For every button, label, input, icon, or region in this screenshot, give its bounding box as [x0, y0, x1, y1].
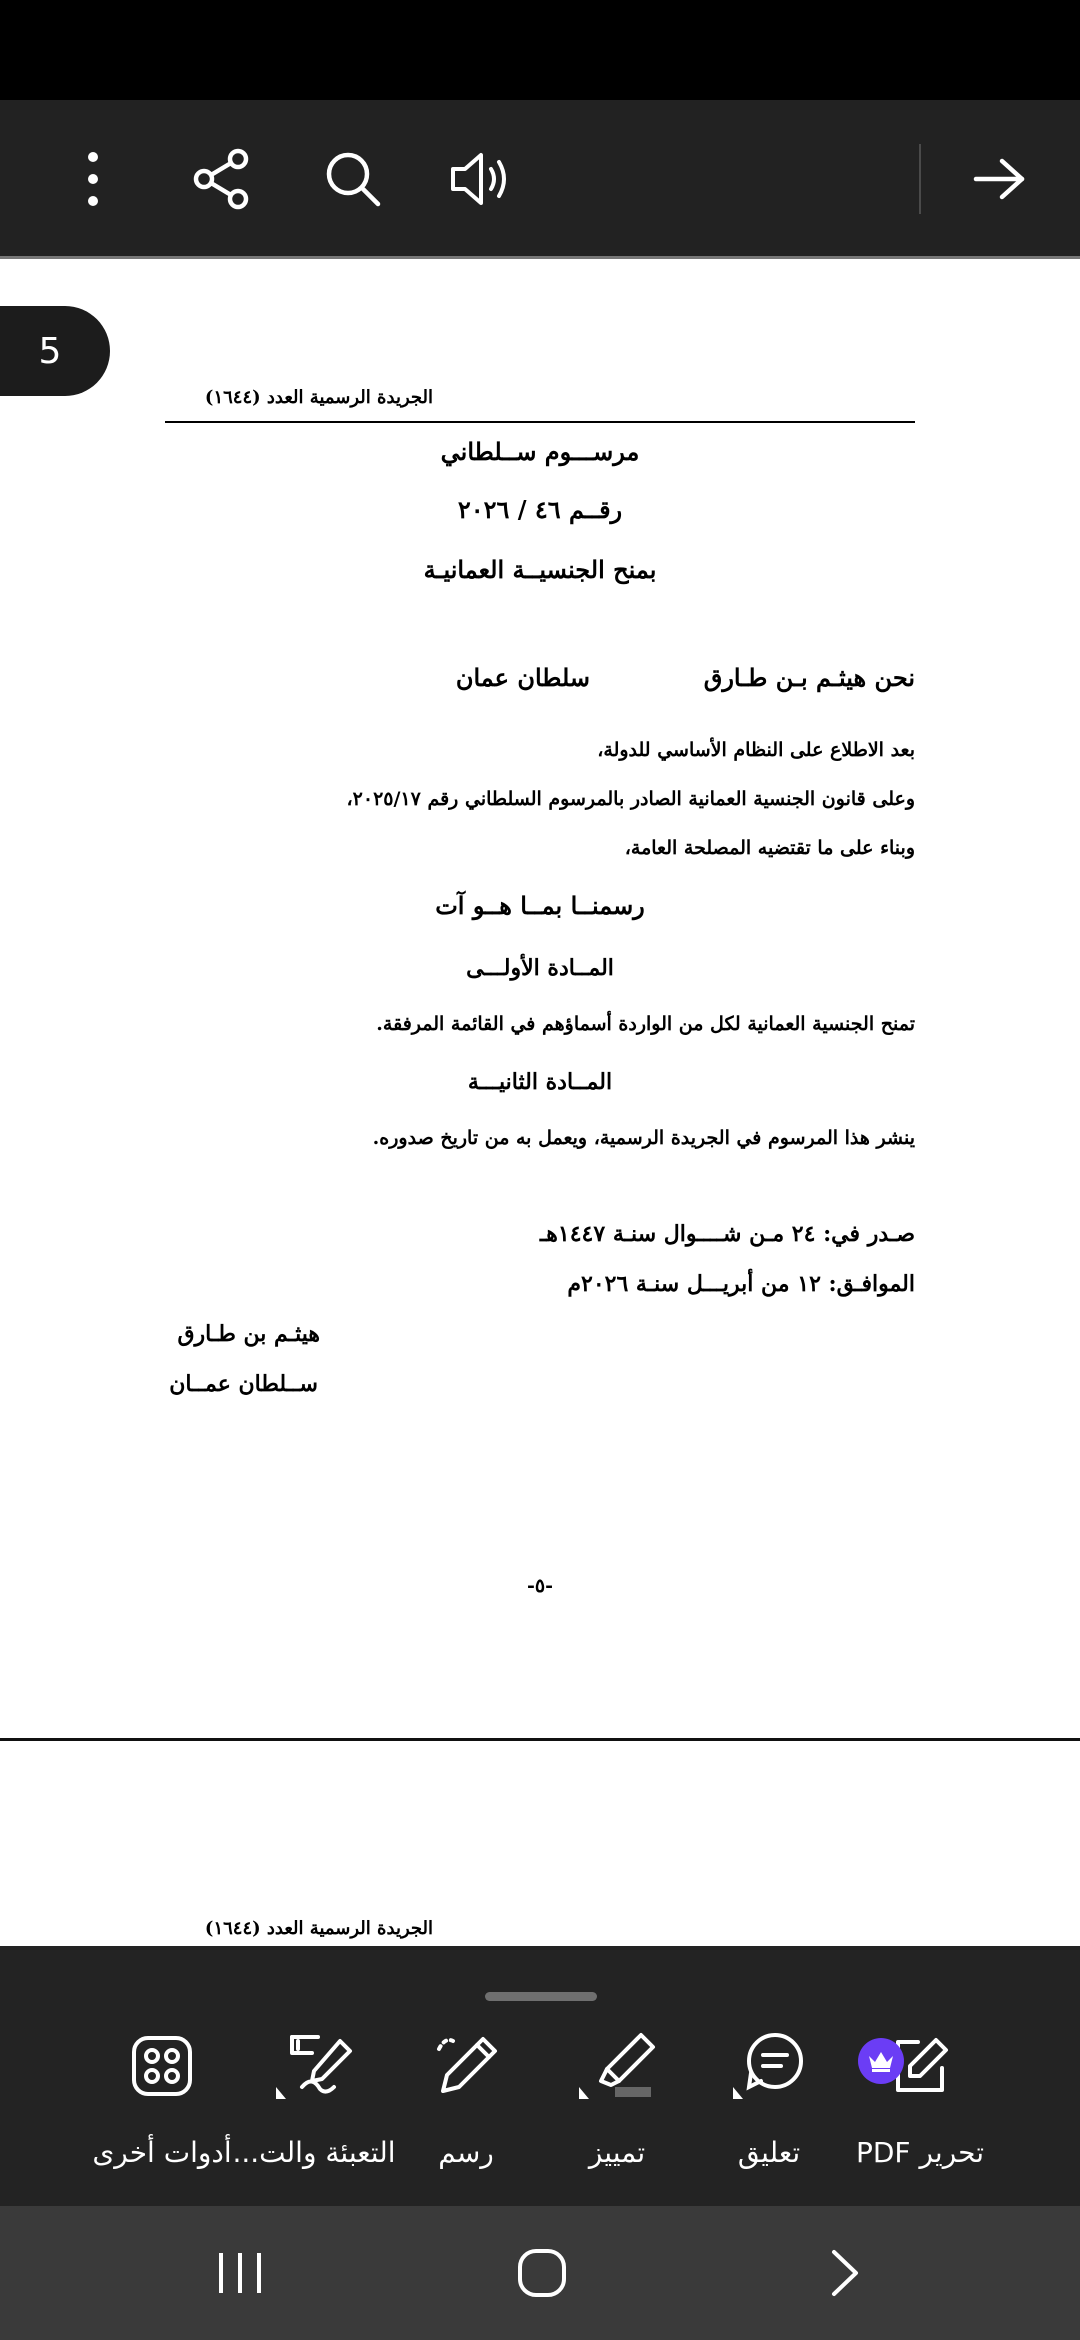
toolbar-divider [919, 144, 921, 214]
tool-label: تعليق [737, 2136, 801, 2169]
decree-number: رقــم ٤٦ / ٢٠٢٦ [457, 495, 623, 524]
next-page-header: الجريدة الرسمية العدد (١٦٤٤) [204, 1918, 433, 1939]
page-number: 5 [38, 330, 62, 372]
home-icon[interactable] [482, 2223, 602, 2323]
nav-back-icon[interactable] [785, 2223, 905, 2323]
preamble-line-1: بعد الاطلاع على النظام الأساسي للدولة، [597, 739, 915, 761]
tool-label: تحرير PDF [855, 2136, 985, 2169]
bottom-tools-panel [0, 1946, 1080, 2206]
tool-label: أدوات أخرى [92, 2136, 232, 2169]
page-footer: -٥- [527, 1575, 553, 1597]
arrow-right-icon[interactable] [950, 129, 1050, 229]
page-break [0, 1738, 1080, 1741]
pen-icon [391, 2016, 541, 2116]
tool-label: رسم [438, 2136, 494, 2169]
article-1-text: تمنح الجنسية العمانية لكل من الواردة أسماؤهم في القائمة المرفقة. [376, 1013, 915, 1035]
tool-label: التعبئة والت... [232, 2136, 396, 2169]
pdf-viewer[interactable] [0, 259, 1080, 1946]
system-nav-bar [0, 2206, 1080, 2340]
preamble-line-2: وعلى قانون الجنسية العمانية الصادر بالمرسوم السلطاني رقم ٢٠٢٥/١٧، [346, 788, 915, 810]
issuer-name: نحن هيثـم بـن طـارق [703, 663, 915, 692]
share-icon[interactable] [172, 129, 272, 229]
speaker-icon[interactable] [432, 129, 532, 229]
preamble-line-3: وبناء على ما تقتضيه المصلحة العامة، [624, 837, 915, 859]
decree-subject: بمنح الجنسيــة العمانيـة [423, 555, 657, 584]
tool-more-tools[interactable] [87, 2016, 237, 2176]
decree-title: مرســـوم ســلطاني [440, 437, 640, 466]
fill-sign-icon [239, 2016, 389, 2116]
premium-crown-icon [858, 2038, 904, 2084]
article-2-title: المــادة الثانيـــة [467, 1069, 613, 1095]
page-number-badge[interactable] [0, 306, 110, 396]
more-vertical-icon[interactable] [43, 129, 143, 229]
article-2-text: ينشر هذا المرسوم في الجريدة الرسمية، ويعمل به من تاريخ صدوره. [372, 1127, 915, 1149]
highlighter-icon [542, 2016, 692, 2116]
article-1-title: المــادة الأولـــى [466, 955, 614, 981]
signature-name: هيثـم بن طـارق [177, 1321, 320, 1347]
page-header: الجريدة الرسمية العدد (١٦٤٤) [204, 387, 433, 408]
more-tools-icon [87, 2016, 237, 2116]
search-icon[interactable] [303, 129, 403, 229]
top-toolbar [0, 100, 1080, 258]
issued-date-gregorian: الموافـق: ١٢ من أبريـــل سنـة ٢٠٢٦م [567, 1271, 915, 1297]
status-bar [0, 0, 1080, 100]
tool-label: تمييز [588, 2136, 646, 2169]
recents-icon[interactable] [180, 2223, 300, 2323]
comment-icon [694, 2016, 844, 2116]
issuer-title: سلطان عمان [455, 663, 590, 692]
header-rule [165, 421, 915, 423]
issued-date-hijri: صـدر في: ٢٤ مـن شــــوال سنـة ١٤٤٧هـ [539, 1221, 915, 1247]
drag-handle[interactable] [485, 1992, 597, 2001]
signature-title: ســلطان عمــان [169, 1371, 318, 1397]
decreed-line: رسمنــا بمــا هــو آت [435, 891, 645, 920]
